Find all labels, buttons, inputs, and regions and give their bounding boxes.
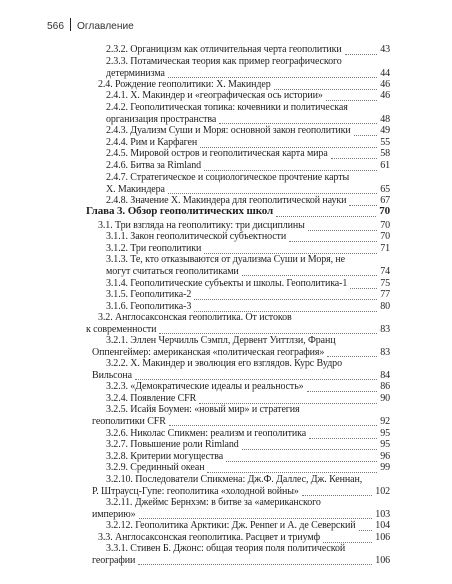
toc-entry-line xyxy=(0,439,452,451)
dot-leader xyxy=(359,529,372,531)
toc-page-number: 58 xyxy=(380,148,390,159)
toc-entry-line xyxy=(0,532,452,544)
page-number: 566 xyxy=(47,21,64,32)
toc-entry-text: 3.2.8. Критерии могущества xyxy=(106,451,224,462)
toc-entry-text: 3.1.1. Закон геополитической субъектности xyxy=(106,231,287,242)
toc-entry-line xyxy=(0,220,452,232)
header-divider xyxy=(70,18,71,31)
toc-page-number: 75 xyxy=(380,278,390,289)
toc-page-number: 102 xyxy=(375,485,390,497)
dot-leader xyxy=(219,122,377,124)
toc-entry-text: Глава 3. Обзор геополитических школ xyxy=(86,205,274,217)
dot-leader xyxy=(354,134,377,136)
dot-leader xyxy=(168,76,377,78)
toc-entry-line xyxy=(0,266,452,278)
dot-leader xyxy=(327,355,377,357)
dot-leader xyxy=(194,298,377,300)
dot-leader xyxy=(159,332,377,334)
toc-page-number: 70 xyxy=(379,205,390,217)
toc-entry-line xyxy=(0,324,452,336)
toc-entry-line xyxy=(0,79,452,91)
toc-page-number: 46 xyxy=(380,90,390,101)
toc-page-number: 43 xyxy=(380,44,390,55)
toc-entry-line xyxy=(0,335,452,347)
toc-entry-line xyxy=(0,160,452,172)
toc-entry-line xyxy=(0,148,452,160)
toc-entry-text: географии xyxy=(92,554,136,566)
toc-entry-text: 3.1.4. Геополитические субъекты и школы. Геополитика-1 xyxy=(106,278,348,289)
toc-entry-line xyxy=(0,462,452,474)
toc-entry-line xyxy=(0,44,452,56)
toc-entry-line xyxy=(0,393,452,405)
toc-page-number: 86 xyxy=(380,381,390,392)
toc-entry-text: 2.4. Рождение геополитики: Х. Макиндер xyxy=(98,79,271,90)
dot-leader xyxy=(139,517,372,519)
dot-leader xyxy=(326,99,377,101)
toc-page-number: 84 xyxy=(380,369,390,381)
dot-leader xyxy=(207,471,377,473)
toc-entry-line xyxy=(0,289,452,301)
toc-entry-text: детерминизма xyxy=(106,67,165,79)
toc-page-number: 99 xyxy=(380,462,390,473)
toc-entry-text: 3.3.1. Стивен Б. Джонс: общая теория поля политической xyxy=(106,543,346,554)
toc-page-number: 71 xyxy=(380,243,390,254)
toc-entry-text: 3.2.2. Х. Макиндер и эволюция его взглядов. Курс Вудро xyxy=(106,358,342,369)
toc-entry-line xyxy=(0,68,452,80)
toc-page-number: 80 xyxy=(380,301,390,312)
toc-entry-text: 2.4.6. Битва за Rimland xyxy=(106,160,202,171)
toc-page-number: 70 xyxy=(380,231,390,242)
toc-page-number: 67 xyxy=(380,195,390,206)
toc-page-number: 49 xyxy=(380,125,390,136)
toc-entry-text: Вильсона xyxy=(92,369,133,381)
toc-entry-line xyxy=(0,347,452,359)
toc-page-number: 77 xyxy=(380,289,390,300)
toc-page-number: 95 xyxy=(380,428,390,439)
toc-entry-line xyxy=(0,381,452,393)
toc-entry-line xyxy=(0,231,452,243)
toc-entry-line xyxy=(0,172,452,184)
toc-page-number: 48 xyxy=(380,113,390,125)
toc-entry-line xyxy=(0,451,452,463)
toc-entry-line xyxy=(0,520,452,532)
toc-page-number: 44 xyxy=(380,67,390,79)
toc-entry-line xyxy=(0,358,452,370)
dot-leader xyxy=(276,215,376,217)
toc-entry-line xyxy=(0,206,452,218)
dot-leader xyxy=(242,448,377,450)
toc-page-number: 103 xyxy=(375,508,390,520)
toc-entry-line xyxy=(0,56,452,68)
toc-entry-line xyxy=(0,254,452,266)
dot-leader xyxy=(242,274,377,276)
toc-page-number: 83 xyxy=(380,323,390,335)
toc-entry-line xyxy=(0,486,452,498)
toc-entry-text: 2.4.3. Дуализм Суши и Моря: основной закон геополитики xyxy=(106,125,351,136)
dot-leader xyxy=(331,157,377,159)
toc-page-number: 55 xyxy=(380,137,390,148)
toc-entry-text: 3.1.5. Геополитика-2 xyxy=(106,289,192,300)
toc-page-number: 106 xyxy=(375,554,390,566)
toc-entry-line xyxy=(0,370,452,382)
dot-leader xyxy=(302,494,372,496)
toc-entry-line xyxy=(0,301,452,313)
toc-page-number: 92 xyxy=(380,415,390,427)
toc-entry-text: 3.2.9. Срединный океан xyxy=(106,462,205,473)
toc-entry-text: 2.3.2. Органицизм как отличительная черта геополитики xyxy=(106,44,342,55)
toc-entry-line xyxy=(0,555,452,567)
toc-entry-line xyxy=(0,404,452,416)
toc-page-number: 90 xyxy=(380,393,390,404)
toc-page-number: 74 xyxy=(380,265,390,277)
toc-entry-text: 3.2.6. Николас Спикмен: реализм и геополитика xyxy=(106,428,307,439)
dot-leader xyxy=(204,169,377,171)
toc-entry-text: 2.4.1. Х. Макиндер и «географическая ось истории» xyxy=(106,90,323,101)
dot-leader xyxy=(169,424,377,426)
toc-entry-text: 3.2. Англосаксонская геополитика. От истоков xyxy=(98,312,292,323)
dot-leader xyxy=(345,53,377,55)
toc-entry-line xyxy=(0,243,452,255)
toc-page-number: 95 xyxy=(380,439,390,450)
toc-entry-line xyxy=(0,416,452,428)
toc-page-number: 106 xyxy=(375,532,390,543)
toc-entry-text: 2.4.5. Мировой остров и геополитическая карта мира xyxy=(106,148,328,159)
toc-entry-line xyxy=(0,278,452,290)
dot-leader xyxy=(307,390,377,392)
toc-entry-text: Р. Штраусц-Гупе: геополитика «холодной войны» xyxy=(92,485,299,497)
toc-entry-line xyxy=(0,474,452,486)
toc-entry-text: 3.1.2. Три геополитики xyxy=(106,243,202,254)
toc-entry-line xyxy=(0,497,452,509)
toc-page-number: 83 xyxy=(380,346,390,358)
toc-entry-line xyxy=(0,509,452,521)
toc-entry-text: 2.4.7. Стратегическое и социологическое прочтение карты xyxy=(106,172,350,183)
toc-entry-text: 3.2.10. Последователи Спикмена: Дж.Ф. Даллес, Дж. Кеннан, xyxy=(106,474,363,485)
toc-entry-text: 3.2.5. Исайя Боумен: «новый мир» и стратегия xyxy=(106,404,300,415)
toc-entry-line xyxy=(0,137,452,149)
toc-entry-text: геополитики CFR xyxy=(92,415,166,427)
toc-entry-text: могут считаться геополитиками xyxy=(106,265,239,277)
toc-entry-line xyxy=(0,90,452,102)
toc-entry-line xyxy=(0,102,452,114)
toc-entry-text: 2.4.4. Рим и Карфаген xyxy=(106,137,198,148)
dot-leader xyxy=(168,192,377,194)
toc-entry-text: 3.1.6. Геополитика-3 xyxy=(106,301,192,312)
toc-entry-text: 3.2.1. Эллен Черчилль Сэмпл, Дервент Уиттлзи, Франц xyxy=(106,335,336,346)
toc-entry-line xyxy=(0,543,452,555)
dot-leader xyxy=(289,240,377,242)
toc-entry-text: 3.2.12. Геополитика Арктики: Дж. Ренner и А. де Северский xyxy=(106,520,356,531)
toc-entry-text: 3.1.3. Те, кто отказываются от дуализма Суши и Моря, не xyxy=(106,254,346,265)
toc-entry-text: 3.2.4. Появление CFR xyxy=(106,393,197,404)
toc-page-number: 96 xyxy=(380,451,390,462)
toc-page-number: 61 xyxy=(380,160,390,171)
toc-entry-text: 3.2.11. Джеймс Бернхэм: в битве за «американского xyxy=(106,497,321,508)
toc-entry-line xyxy=(0,114,452,126)
toc-page-number: 104 xyxy=(375,520,390,531)
toc-entry-line xyxy=(0,312,452,324)
toc-entry-text: 3.3. Англосаксонская геополитика. Расцвет и триумф xyxy=(98,532,320,543)
toc-entry-line xyxy=(0,428,452,440)
page-title: Оглавление xyxy=(77,21,134,32)
toc-page-number: 46 xyxy=(380,79,390,90)
dot-leader xyxy=(138,563,372,565)
toc-entry-line xyxy=(0,184,452,196)
toc-entry-text: 2.4.2. Геополитическая топика: кочевники и политическая xyxy=(106,102,348,113)
toc-entry-text: 3.2.3. «Демократические идеалы и реальность» xyxy=(106,381,304,392)
toc-page-number: 65 xyxy=(380,183,390,195)
toc-entry-text: организация пространства xyxy=(106,113,217,125)
toc-entry-text: Х. Макиндера xyxy=(106,183,165,195)
toc-entry-text: империю» xyxy=(92,508,136,520)
running-head xyxy=(47,18,134,32)
toc-entry-text: 2.4.8. Значение Х. Макиндера для геополитической науки xyxy=(106,195,347,206)
toc-entry-text: к современности xyxy=(86,323,157,335)
toc-entry-text: Оппенгеймер: американская «политическая география» xyxy=(92,346,325,358)
dot-leader xyxy=(135,378,377,380)
toc-entry-line xyxy=(0,125,452,137)
toc-entry-text: 3.1. Три взгляда на геополитику: три дисциплины xyxy=(98,220,305,231)
toc-entry-text: 3.2.7. Повышение роли Rimland xyxy=(106,439,239,450)
toc-entry-text: 2.3.3. Потамическая теория как пример географического xyxy=(106,56,342,67)
toc-page-number: 70 xyxy=(380,220,390,231)
